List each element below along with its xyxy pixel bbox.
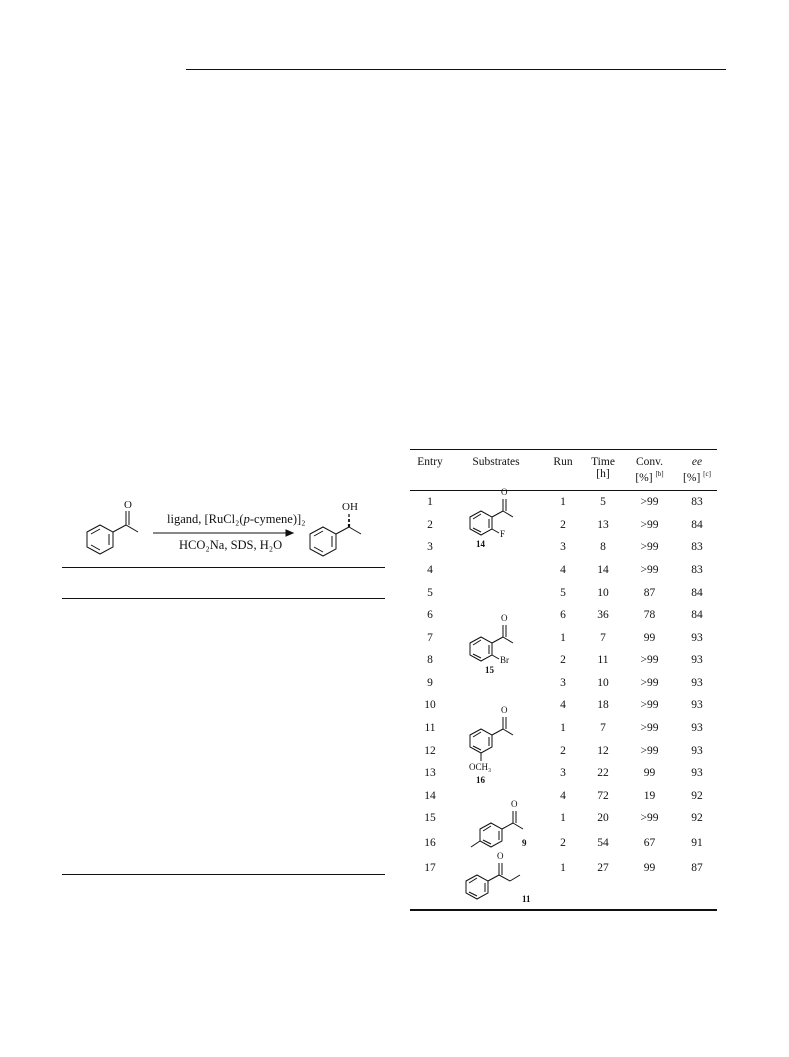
conversion-cell: >99 (640, 722, 659, 735)
header-entry: Entry (410, 450, 450, 490)
substrate-14-number: 14 (476, 539, 485, 549)
time-cell: 10 (597, 676, 609, 689)
phenylethanol-structure (310, 514, 361, 556)
time-cell: 10 (597, 586, 609, 599)
time-cell: 36 (597, 609, 609, 622)
substrate-9-structure (471, 811, 523, 847)
table-top-rule-left (62, 598, 385, 599)
results-table-bottom-rule (410, 909, 717, 911)
run-cell: 1 (560, 631, 566, 644)
conversion-cell: 87 (643, 586, 656, 599)
header-ee: ee [%] [c] (677, 450, 717, 490)
run-cell: 4 (560, 699, 566, 712)
ee-cell: 83 (691, 541, 703, 554)
time-cell: 14 (597, 563, 609, 576)
substrate-15-number: 15 (485, 665, 494, 675)
conversion-cell: >99 (640, 699, 659, 712)
conversion-cell: >99 (640, 744, 659, 757)
ee-cell: 92 (691, 789, 703, 802)
entry-cell: 11 (424, 722, 436, 735)
conversion-cell: >99 (640, 676, 659, 689)
run-cell: 1 (560, 861, 566, 874)
table-bottom-rule-left (62, 874, 385, 875)
header-run: Run (542, 450, 584, 490)
entry-cell: 16 (424, 836, 436, 849)
substrate-14-structure (470, 499, 513, 535)
entry-cell: 6 (427, 609, 433, 622)
ee-cell: 84 (691, 586, 703, 599)
ee-cell: 93 (691, 722, 703, 735)
entry-cell: 13 (424, 767, 436, 780)
ee-cell: 83 (691, 496, 703, 509)
run-cell: 6 (560, 609, 566, 622)
entry-cell: 5 (427, 586, 433, 599)
time-cell: 7 (600, 631, 606, 644)
hydroxyl-label: OH (342, 501, 358, 513)
substrate-9-number: 9 (522, 838, 527, 848)
ee-cell: 93 (691, 676, 703, 689)
run-cell: 1 (560, 496, 566, 509)
time-cell: 20 (597, 812, 609, 825)
time-cell: 5 (600, 496, 606, 509)
time-cell: 12 (597, 744, 609, 757)
entry-cell: 12 (424, 744, 436, 757)
ee-cell: 93 (691, 654, 703, 667)
reaction-scheme-drawing (60, 490, 390, 570)
ee-cell: 93 (691, 631, 703, 644)
conversion-cell: >99 (640, 496, 659, 509)
acetophenone-structure (87, 511, 138, 554)
substrate-15-substituent: Br (500, 655, 509, 665)
conversion-cell: 19 (643, 789, 656, 802)
substrate-11-structure (466, 863, 520, 899)
entry-cell: 4 (427, 563, 433, 576)
run-cell: 1 (560, 812, 566, 825)
conversion-cell: >99 (640, 518, 659, 531)
substrate-9-carbonyl-label: O (511, 799, 518, 809)
substrate-16-number: 16 (476, 775, 485, 785)
run-cell: 2 (560, 836, 566, 849)
header-rule (186, 69, 726, 70)
ee-cell: 83 (691, 563, 703, 576)
substrate-16-structure (470, 717, 513, 761)
run-cell: 1 (560, 722, 566, 735)
conversion-cell: 99 (643, 767, 656, 780)
conversion-cell: >99 (640, 541, 659, 554)
ee-cell: 87 (691, 861, 703, 874)
header-substrates: Substrates (450, 450, 542, 490)
substrate-structures (450, 449, 550, 909)
substrate-16-carbonyl-label: O (501, 705, 508, 715)
run-cell: 2 (560, 654, 566, 667)
header-time: Time [h] (584, 450, 622, 490)
conditions-label: HCO₂Na, SDS, H₂O (179, 538, 283, 552)
entry-cell: 14 (424, 789, 436, 802)
conversion-cell: >99 (640, 812, 659, 825)
ee-cell: 91 (691, 836, 703, 849)
run-cell: 5 (560, 586, 566, 599)
time-cell: 8 (600, 541, 606, 554)
conversion-cell: >99 (640, 563, 659, 576)
ee-cell: 93 (691, 767, 703, 780)
conversion-cell: 78 (643, 609, 656, 622)
run-cell: 4 (560, 789, 566, 802)
time-cell: 18 (597, 699, 609, 712)
entry-cell: 7 (427, 631, 433, 644)
time-cell: 13 (597, 518, 609, 531)
run-cell: 3 (560, 767, 566, 780)
run-cell: 3 (560, 676, 566, 689)
time-cell: 7 (600, 722, 606, 735)
conversion-cell: 99 (643, 861, 656, 874)
entry-cell: 3 (427, 541, 433, 554)
time-cell: 72 (597, 789, 609, 802)
entry-cell: 10 (424, 699, 436, 712)
run-cell: 3 (560, 541, 566, 554)
entry-cell: 1 (427, 496, 433, 509)
entry-cell: 15 (424, 812, 436, 825)
entry-cell: 9 (427, 676, 433, 689)
entry-cell: 8 (427, 654, 433, 667)
substrate-15-carbonyl-label: O (501, 613, 508, 623)
conversion-cell: 67 (643, 836, 656, 849)
substrate-14-substituent: F (500, 529, 506, 539)
run-cell: 2 (560, 744, 566, 757)
footnote-c: [c] (703, 470, 711, 478)
ee-cell: 92 (691, 812, 703, 825)
ee-cell: 93 (691, 699, 703, 712)
substrate-16-substituent: OCH₃ (469, 762, 492, 772)
substrate-11-carbonyl-label: O (497, 851, 504, 861)
reaction-scheme (60, 490, 390, 570)
entry-cell: 2 (427, 518, 433, 531)
results-table-container (410, 449, 717, 904)
conversion-cell: >99 (640, 654, 659, 667)
substrate-11-number: 11 (522, 894, 531, 904)
conversion-cell: 99 (643, 631, 656, 644)
scheme-bottom-rule (62, 567, 385, 568)
carbonyl-oxygen-label: O (124, 499, 132, 511)
ee-cell: 93 (691, 744, 703, 757)
reaction-arrow (153, 530, 293, 536)
time-cell: 27 (597, 861, 609, 874)
entry-cell: 17 (424, 861, 436, 874)
header-conversion: Conv. [%] [b] (622, 450, 677, 490)
substrate-14-carbonyl-label: O (501, 487, 508, 497)
ee-cell: 84 (691, 518, 703, 531)
time-cell: 22 (597, 767, 609, 780)
time-cell: 54 (597, 836, 609, 849)
reagents-label: ligand, [RuCl₂(p-cymene)]₂ (167, 512, 306, 526)
run-cell: 4 (560, 563, 566, 576)
footnote-b: [b] (655, 470, 664, 478)
ee-cell: 84 (691, 609, 703, 622)
run-cell: 2 (560, 518, 566, 531)
time-cell: 11 (597, 654, 609, 667)
